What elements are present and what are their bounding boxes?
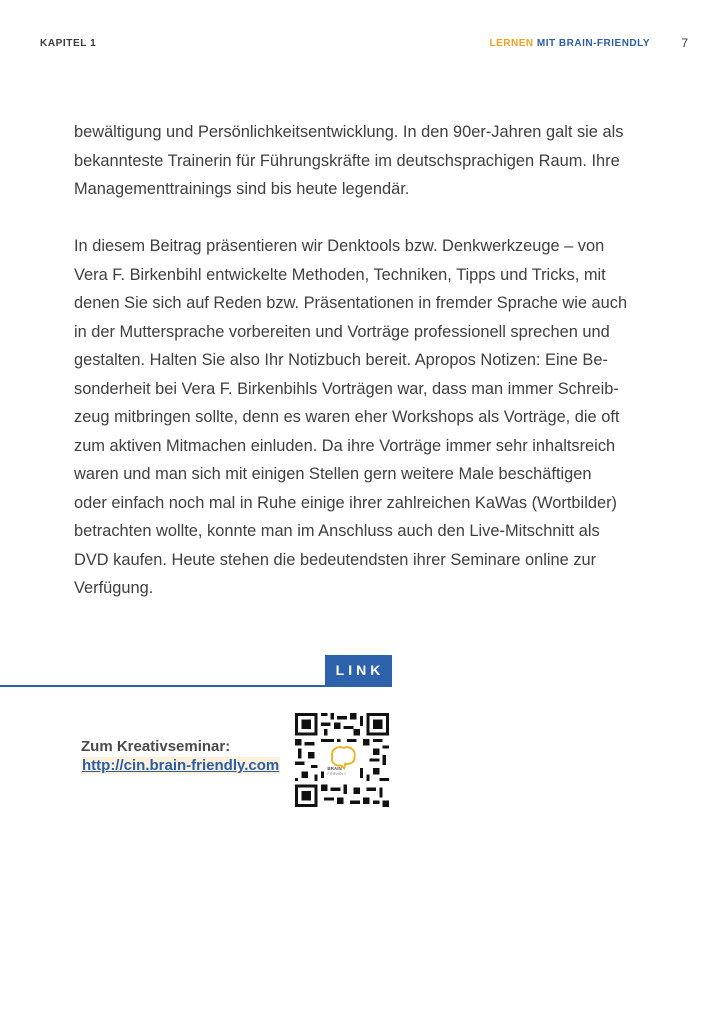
text-line: gestalten. Halten Sie also Ihr Notizbuch bereit. Apropos Notizen: Eine Be-: [74, 351, 608, 369]
text-line: denen Sie sich auf Reden bzw. Präsentationen in fremder Sprache wie auch: [74, 294, 628, 312]
page-header: [0, 38, 722, 52]
text-line: bekannteste Trainerin für Führungskräfte im deutschsprachigen Raum. Ihre: [74, 151, 620, 170]
text-line: betrachten wollte, konnte man im Anschluss auch den Live-Mitschnitt als: [74, 522, 600, 540]
running-title: [490, 38, 650, 49]
page-number: 7: [681, 36, 688, 50]
text-line: sonderheit bei Vera F. Birkenbihls Vorträgen war, dass man immer Schreib-: [74, 379, 619, 398]
text-line: waren und man sich mit einigen Stellen gern weitere Male beschäftigen: [74, 465, 592, 483]
qr-logo-text: FRIENDLY: [327, 771, 347, 777]
text-line: Verfügung.: [74, 579, 154, 597]
text-line: in der Muttersprache vorbereiten und Vorträge professionell sprechen und: [74, 322, 610, 341]
paragraph-2: [74, 232, 650, 603]
text-line: oder einfach noch mal in Ruhe einige ihrer zahlreichen KaWas (Wortbilder): [74, 493, 617, 512]
text-line: bewältigung und Persönlichkeitsentwicklung. In den 90er-Jahren galt sie als: [74, 123, 624, 141]
paragraph-1: [74, 118, 650, 204]
running-title-lernen: LERNEN: [489, 38, 534, 49]
running-title-brain-friendly: MIT BRAIN-FRIENDLY: [533, 38, 650, 49]
qr-logo-text: BRAIN: [327, 766, 342, 772]
body-text: [74, 118, 650, 603]
text-line: zum aktiven Mitmachen einluden. Da ihre Vorträge immer sehr inhaltsreich: [74, 436, 616, 455]
text-line: Managementtrainings sind bis heute legendär.: [74, 180, 410, 198]
text-line: DVD kaufen. Heute stehen die bedeutendsten ihrer Seminare online zur: [74, 550, 597, 569]
text-line: Vera F. Birkenbihl entwickelte Methoden, Techniken, Tipps und Tricks, mit: [74, 265, 606, 284]
qr-code-icon[interactable]: [295, 713, 389, 807]
seminar-link[interactable]: http://cin.brain-friendly.com: [82, 757, 280, 774]
text-line: zeug mitbringen sollte, denn es waren eher Workshops als Vorträge, die oft: [74, 408, 620, 426]
chapter-label: KAPITEL 1: [40, 38, 97, 49]
text-line: In diesem Beitrag präsentieren wir Denktools bzw. Denkwerkzeuge – von: [74, 237, 605, 255]
link-label: Zum Kreativseminar:: [81, 738, 231, 755]
link-badge: LINK: [325, 655, 392, 686]
